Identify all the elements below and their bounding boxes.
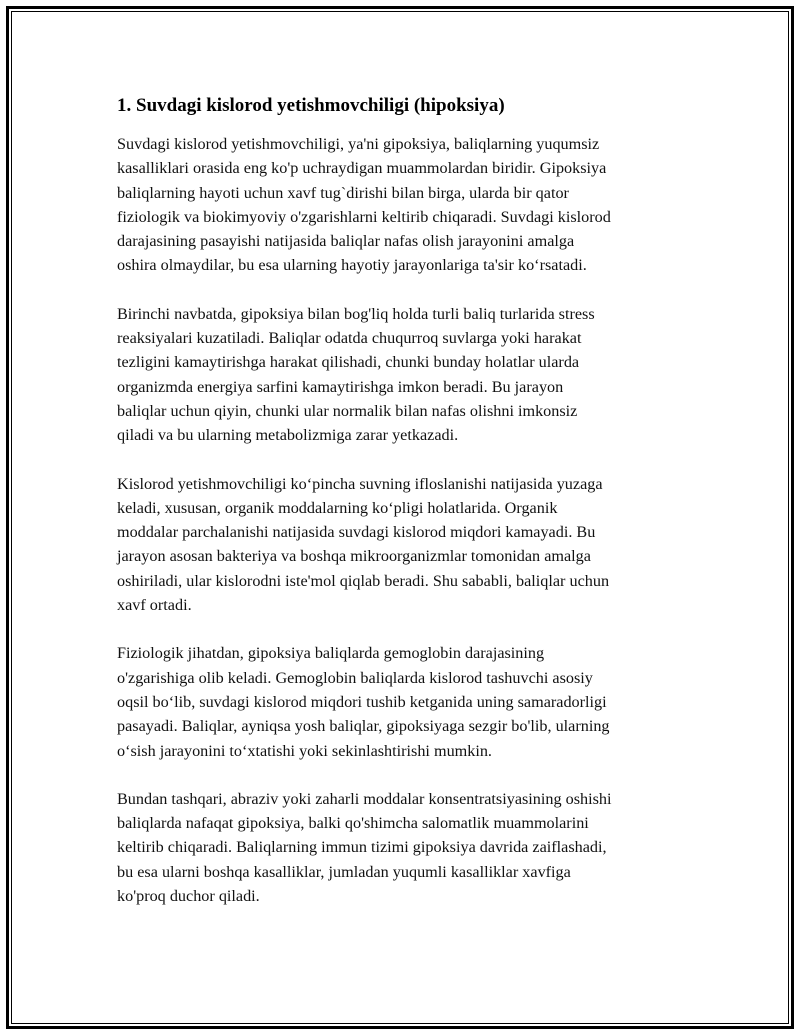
document-body [117, 94, 687, 932]
paragraph-4 [117, 641, 687, 762]
text-line: ko'proq duchor qiladi. [117, 887, 260, 906]
paragraph-5 [117, 787, 687, 908]
text-line: jarayon asosan bakteriya va boshqa mikroorganizmlar tomonidan amalga [117, 547, 591, 566]
text-line: organizmda energiya sarfini kamaytirishga imkon beradi. Bu jarayon [117, 377, 564, 396]
text-line: oshira olmaydilar, bu esa ularning hayotiy jarayonlariga ta'sir koʻrsatadi. [117, 256, 587, 275]
text-line: qiladi va bu ularning metabolizmiga zarar yetkazadi. [117, 426, 459, 445]
text-line: Kislorod yetishmovchiligi koʻpincha suvning ifloslanishi natijasida yuzaga [117, 474, 603, 493]
text-line: reaksiyalari kuzatiladi. Baliqlar odatda chuqurroq suvlarga yoki harakat [117, 329, 582, 348]
text-line: baliqlarda nafaqat gipoksiya, balki qo'shimcha salomatlik muammolarini [117, 814, 589, 833]
paragraph-1 [117, 132, 687, 278]
text-line: oshiriladi, ular kislorodni iste'mol qiqlab beradi. Shu sababli, baliqlar uchun [117, 571, 610, 590]
text-line: baliqlarning hayoti uchun xavf tug`dirishi bilan birga, ularda bir qator [117, 183, 569, 202]
text-line: fiziologik va biokimyoviy o'zgarishlarni keltirib chiqaradi. Suvdagi kislorod [117, 207, 611, 226]
text-line: kasalliklari orasida eng ko'p uchraydigan muammolardan biridir. Gipoksiya [117, 159, 607, 178]
section-title: 1. Suvdagi kislorod yetishmovchiligi (hipoksiya) [117, 95, 505, 116]
text-line: xavf ortadi. [117, 596, 192, 615]
paragraph-3 [117, 472, 687, 618]
text-line: keltirib chiqaradi. Baliqlarning immun tizimi gipoksiya davrida zaiflashadi, [117, 838, 607, 857]
text-line: baliqlar uchun qiyin, chunki ular normalik bilan nafas olishni imkonsiz [117, 401, 578, 420]
text-line: o'zgarishiga olib keladi. Gemoglobin baliqlarda kislorod tashuvchi asosiy [117, 668, 593, 687]
text-line: Fiziologik jihatdan, gipoksiya baliqlarda gemoglobin darajasining [117, 644, 545, 663]
text-line: oqsil boʻlib, suvdagi kislorod miqdori tushib ketganida uning samaradorligi [117, 692, 607, 711]
text-line: pasayadi. Baliqlar, ayniqsa yosh baliqlar, gipoksiyaga sezgir bo'lib, ularning [117, 717, 610, 736]
text-line: Bundan tashqari, abraziv yoki zaharli moddalar konsentratsiyasining oshishi [117, 789, 612, 808]
text-line: oʻsish jarayonini toʻxtatishi yoki sekinlashtirishi mumkin. [117, 741, 492, 760]
text-line: keladi, xususan, organik moddalarning koʻpligi holatlarida. Organik [117, 498, 558, 517]
text-line: tezligini kamaytirishga harakat qilishadi, chunki bunday holatlar ularda [117, 353, 580, 372]
text-line: darajasining pasayishi natijasida baliqlar nafas olish jarayonini amalga [117, 232, 575, 251]
text-line: bu esa ularni boshqa kasalliklar, jumladan yuqumli kasalliklar xavfiga [117, 862, 571, 881]
text-line: Birinchi navbatda, gipoksiya bilan bog'liq holda turli baliq turlarida stress [117, 304, 595, 323]
text-line: moddalar parchalanishi natijasida suvdagi kislorod miqdori kamayadi. Bu [117, 523, 596, 542]
paragraph-2 [117, 302, 687, 448]
text-line: Suvdagi kislorod yetishmovchiligi, ya'ni gipoksiya, baliqlarning yuqumsiz [117, 135, 600, 153]
